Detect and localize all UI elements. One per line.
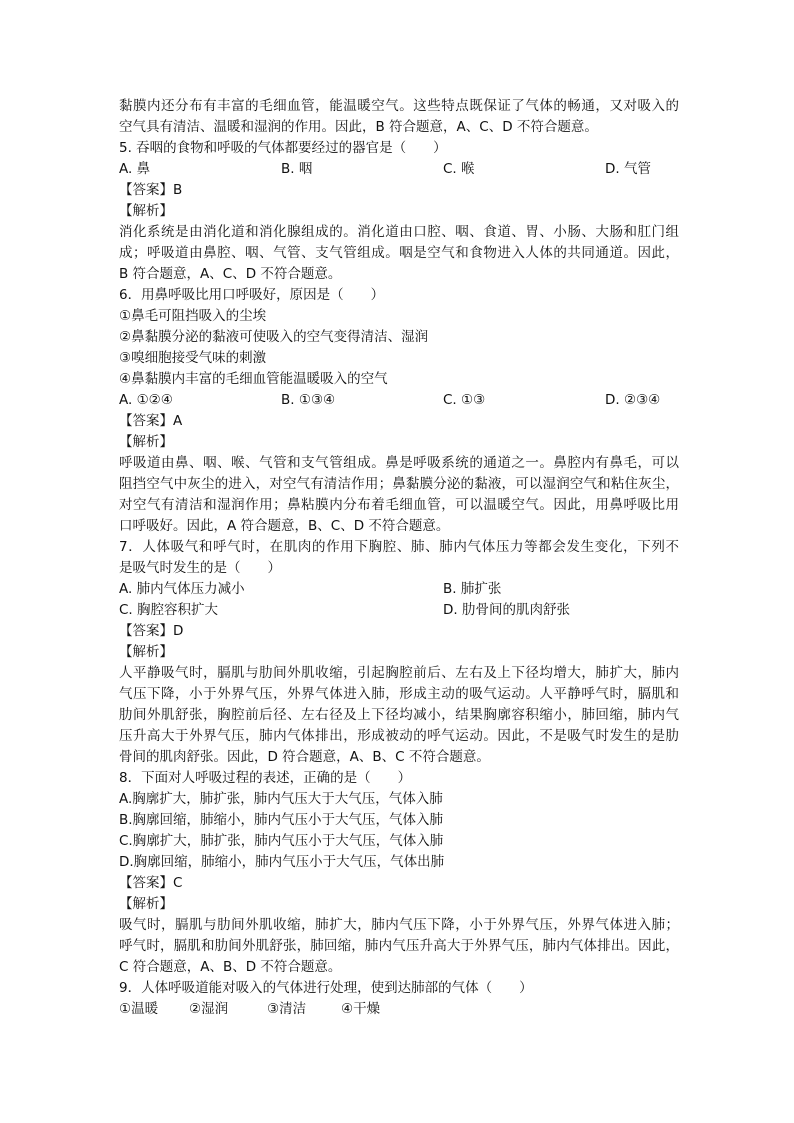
answer: 【答案】C bbox=[119, 875, 183, 891]
statement-item: ②湿润 bbox=[189, 1001, 229, 1017]
option-b: B. 肺扩张 bbox=[443, 581, 502, 597]
question-6-options bbox=[119, 390, 679, 411]
option-c: C. ①③ bbox=[443, 392, 486, 408]
statement-item: ③嗅细胞接受气味的刺激 bbox=[119, 350, 267, 366]
statement-item: ③清洁 bbox=[267, 1001, 307, 1017]
option-d: D.胸廓回缩，肺缩小，肺内气压小于大气压，气体出肺 bbox=[119, 854, 445, 870]
question-7-stem-cont: 是吸气时发生的是（ ） bbox=[119, 560, 281, 576]
analysis-label: 【解析】 bbox=[119, 434, 173, 450]
statement-item: ④鼻黏膜内丰富的毛细血管能温暖吸入的空气 bbox=[119, 371, 388, 387]
option-a: A. 肺内气体压力减小 bbox=[119, 581, 245, 597]
question-9-items bbox=[119, 999, 679, 1020]
analysis-line: 阻挡空气中灰尘的进入，对空气有清洁作用；鼻黏膜分泌的黏液，可以湿润空气和粘住灰尘， bbox=[119, 476, 679, 492]
analysis-line: 肋间外肌舒张，胸腔前后径、左右径及上下径均减小，结果胸廓容积缩小，肺回缩，肺内气 bbox=[119, 707, 679, 723]
analysis-line: 对空气有清洁和湿润作用；鼻粘膜内分布着毛细血管，可以温暖空气。因此，用鼻呼吸比用 bbox=[119, 497, 679, 513]
question-5-options bbox=[119, 159, 679, 180]
option-b: B. ①③④ bbox=[281, 392, 336, 408]
answer: 【答案】D bbox=[119, 623, 184, 639]
analysis-line: 成；呼吸道由鼻腔、咽、气管、支气管组成。咽是空气和食物进入人体的共同通道。因此， bbox=[119, 245, 679, 261]
analysis-label: 【解析】 bbox=[119, 644, 173, 660]
option-a: A. 鼻 bbox=[119, 161, 151, 177]
statement-item: ④干燥 bbox=[341, 1001, 381, 1017]
question-8-stem: 8．下面对人呼吸过程的表述，正确的是（ ） bbox=[119, 770, 412, 786]
statement-item: ②鼻黏膜分泌的黏液可使吸入的空气变得清洁、湿润 bbox=[119, 329, 429, 345]
document-body bbox=[119, 96, 679, 1020]
answer: 【答案】B bbox=[119, 182, 183, 198]
option-a: A. ①②④ bbox=[119, 392, 173, 408]
analysis-line: 人平静吸气时，膈肌与肋间外肌收缩，引起胸腔前后、左右及上下径均增大，肺扩大，肺内 bbox=[119, 665, 679, 681]
analysis-line: 压升高大于外界气压，肺内气体排出，形成被动的呼气运动。因此，不是吸气时发生的是肋 bbox=[119, 728, 679, 744]
option-a: A.胸廓扩大，肺扩张，肺内气压大于大气压，气体入肺 bbox=[119, 791, 443, 807]
answer: 【答案】A bbox=[119, 413, 183, 429]
option-d: D. ②③④ bbox=[605, 392, 661, 408]
option-c: C. 喉 bbox=[443, 161, 475, 177]
question-5-stem: 5. 吞咽的食物和呼吸的气体都要经过的器官是（ ） bbox=[119, 140, 447, 156]
question-7-stem: 7．人体吸气和呼气时，在肌肉的作用下胸腔、肺、肺内气体压力等都会发生变化，下列不 bbox=[119, 539, 679, 555]
statement-item: ①鼻毛可阻挡吸入的尘埃 bbox=[119, 308, 267, 324]
analysis-line: C 符合题意，A、B、D 不符合题意。 bbox=[119, 959, 342, 975]
option-c: C.胸廓扩大，肺扩张，肺内气压小于大气压，气体入肺 bbox=[119, 833, 444, 849]
option-d: D. 气管 bbox=[605, 161, 651, 177]
text-line: 黏膜内还分布有丰富的毛细血管，能温暖空气。这些特点既保证了气体的畅通，又对吸入的 bbox=[119, 98, 679, 114]
analysis-line: 呼吸道由鼻、咽、喉、气管和支气管组成。鼻是呼吸系统的通道之一。鼻腔内有鼻毛，可以 bbox=[119, 455, 679, 471]
option-c: C. 胸腔容积扩大 bbox=[119, 602, 219, 618]
analysis-line: 消化系统是由消化道和消化腺组成的。消化道由口腔、咽、食道、胃、小肠、大肠和肛门组 bbox=[119, 224, 679, 240]
text-line: 空气具有清洁、温暖和湿润的作用。因此，B 符合题意，A、C、D 不符合题意。 bbox=[119, 119, 598, 135]
analysis-line: 呼气时，膈肌和肋间外肌舒张，肺回缩，肺内气压升高大于外界气压，肺内气体排出。因此， bbox=[119, 938, 679, 954]
option-d: D. 肋骨间的肌肉舒张 bbox=[443, 602, 570, 618]
question-6-stem: 6．用鼻呼吸比用口呼吸好，原因是（ ） bbox=[119, 287, 385, 303]
statement-item: ①温暖 bbox=[119, 1001, 159, 1017]
analysis-line: 骨间的肌肉舒张。因此，D 符合题意，A、B、C 不符合题意。 bbox=[119, 749, 490, 765]
analysis-line: 口呼吸好。因此，A 符合题意，B、C、D 不符合题意。 bbox=[119, 518, 450, 534]
option-b: B. 咽 bbox=[281, 161, 313, 177]
analysis-label: 【解析】 bbox=[119, 896, 173, 912]
analysis-line: B 符合题意，A、C、D 不符合题意。 bbox=[119, 266, 342, 282]
analysis-line: 气压下降，小于外界气压，外界气体进入肺，形成主动的吸气运动。人平静呼气时，膈肌和 bbox=[119, 686, 679, 702]
question-7-options-row-2 bbox=[119, 600, 679, 621]
question-9-stem: 9．人体呼吸道能对吸入的气体进行处理，使到达肺部的气体（ ） bbox=[119, 980, 533, 996]
analysis-line: 吸气时，膈肌与肋间外肌收缩，肺扩大，肺内气压下降，小于外界气压，外界气体进入肺； bbox=[119, 917, 679, 933]
option-b: B.胸廓回缩，肺缩小，肺内气压小于大气压，气体入肺 bbox=[119, 812, 444, 828]
question-7-options-row-1 bbox=[119, 579, 679, 600]
analysis-label: 【解析】 bbox=[119, 203, 173, 219]
